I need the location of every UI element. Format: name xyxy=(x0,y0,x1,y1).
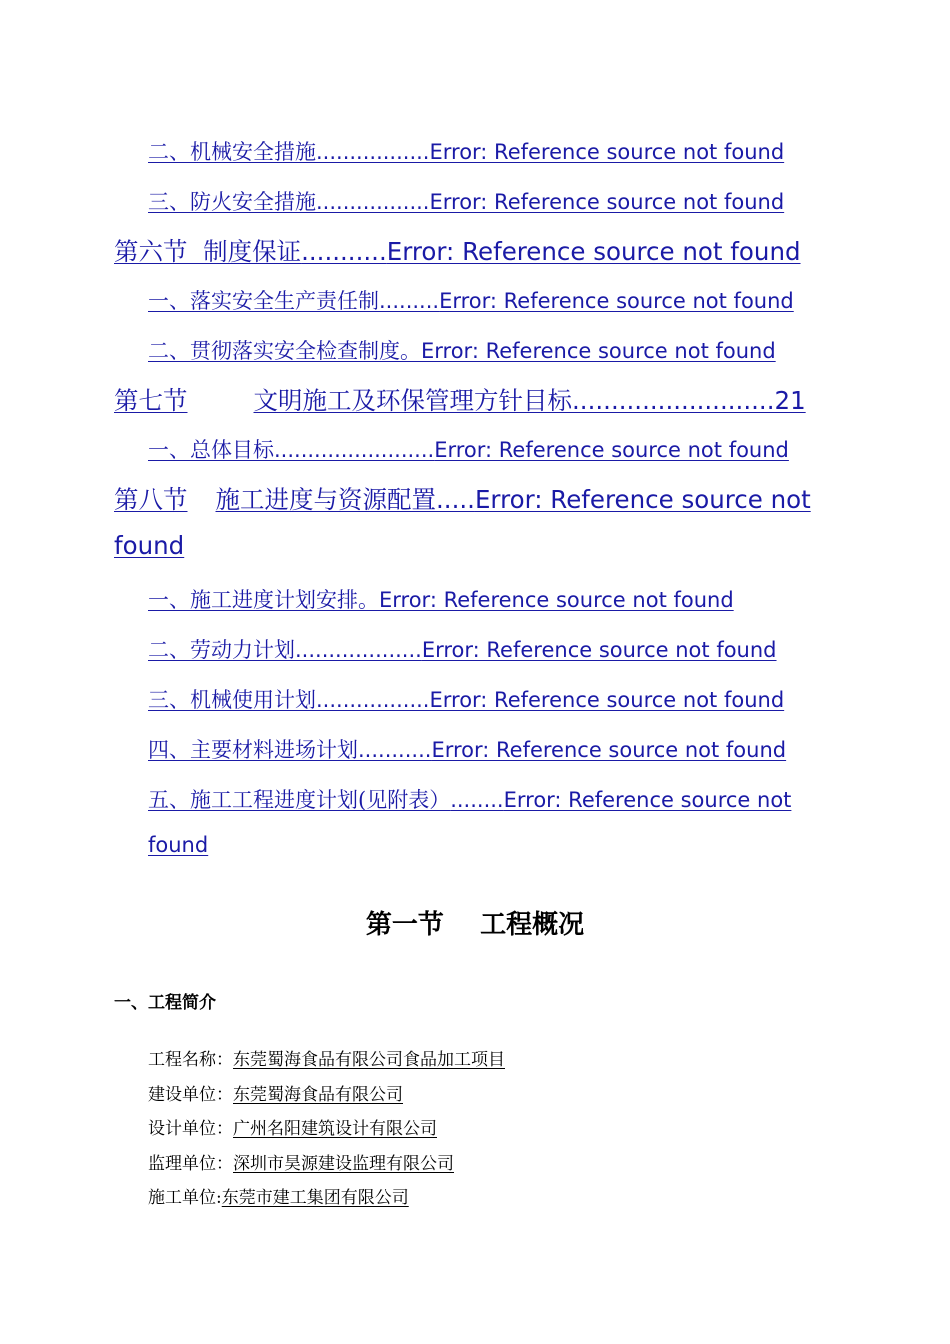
info-label: 施工单位: xyxy=(148,1188,222,1208)
toc-entry[interactable] xyxy=(148,186,784,216)
toc-page-ref: 21 xyxy=(774,386,806,415)
toc-entry[interactable] xyxy=(148,136,784,166)
toc-entry-section[interactable] xyxy=(114,233,801,268)
toc-page-ref: Error: Reference source not found xyxy=(429,688,785,712)
toc-title: 二、机械安全措施 xyxy=(148,140,316,164)
toc-title: 三、机械使用计划 xyxy=(148,688,316,712)
toc-title: 四、主要材料进场计划 xyxy=(148,738,358,762)
toc-page-ref: Error: Reference source not found xyxy=(379,588,734,612)
info-value: 东莞蜀海食品有限公司食品加工项目 xyxy=(233,1050,505,1070)
section-heading: 第一节 工程概况 xyxy=(365,910,585,940)
toc-page-ref: Error: Reference source not found xyxy=(429,140,785,164)
toc-title: 二、贯彻落实安全检查制度 xyxy=(148,339,400,363)
info-value: 广州名阳建筑设计有限公司 xyxy=(233,1119,437,1139)
toc-leader: ................. xyxy=(316,140,430,164)
toc-leader: ........ xyxy=(450,788,504,812)
toc-leader: ........................ xyxy=(274,438,435,462)
toc-title: 三、防火安全措施 xyxy=(148,190,316,214)
toc-title: 一、总体目标 xyxy=(148,438,274,462)
toc-leader: 。 xyxy=(358,588,379,612)
toc-entry[interactable] xyxy=(148,734,786,764)
info-row-owner xyxy=(148,1080,403,1105)
toc-leader: ................. xyxy=(316,190,430,214)
toc-leader: .......................... xyxy=(572,386,775,415)
info-row-project-name xyxy=(148,1045,505,1070)
toc-page-ref-cont: found xyxy=(114,531,185,560)
toc-leader: 。 xyxy=(400,339,421,363)
info-value: 东莞蜀海食品有限公司 xyxy=(233,1085,403,1105)
toc-leader: ..... xyxy=(436,485,475,514)
toc-title: 第六节 制度保证 xyxy=(114,237,302,266)
toc-page-ref: Error: Reference source not found xyxy=(439,289,794,313)
toc-entry[interactable] xyxy=(148,285,794,315)
toc-page-ref: Error: Reference source not xyxy=(503,788,792,812)
toc-entry[interactable] xyxy=(148,784,791,814)
toc-entry[interactable] xyxy=(148,584,734,614)
info-row-supervisor xyxy=(148,1149,454,1174)
toc-page-ref: Error: Reference source not xyxy=(474,485,811,514)
toc-entry-section[interactable] xyxy=(114,481,811,516)
toc-page-ref: Error: Reference source not found xyxy=(431,738,787,762)
info-label: 工程名称： xyxy=(148,1050,233,1070)
toc-entry-continuation[interactable] xyxy=(148,833,208,857)
toc-entry[interactable] xyxy=(148,335,776,365)
toc-page-ref: Error: Reference source not found xyxy=(421,339,776,363)
info-value: 深圳市昊源建设监理有限公司 xyxy=(233,1154,454,1174)
toc-title-text: 施工进度与资源配置 xyxy=(215,485,436,514)
toc-title-text: 文明施工及环保管理方针目标 xyxy=(253,386,572,415)
toc-leader: ......... xyxy=(379,289,440,313)
subsection-heading: 一、工程简介 xyxy=(114,993,216,1013)
toc-title: 第七节 xyxy=(114,386,188,415)
toc-leader: ........... xyxy=(358,738,432,762)
toc-page-ref: Error: Reference source not found xyxy=(386,237,801,266)
info-label: 建设单位： xyxy=(148,1085,233,1105)
toc-title: 一、落实安全生产责任制 xyxy=(148,289,379,313)
toc-title: 一、施工进度计划安排 xyxy=(148,588,358,612)
toc-page-ref: Error: Reference source not found xyxy=(421,638,777,662)
toc-page-ref-cont: found xyxy=(148,833,209,857)
toc-entry[interactable] xyxy=(148,634,777,664)
info-value: 东莞市建工集团有限公司 xyxy=(221,1188,409,1208)
toc-page-ref: Error: Reference source not found xyxy=(434,438,789,462)
toc-entry[interactable] xyxy=(148,684,784,714)
info-label: 设计单位： xyxy=(148,1119,233,1139)
toc-title: 五、施工工程进度计划(见附表） xyxy=(148,788,451,812)
toc-page-ref: Error: Reference source not found xyxy=(429,190,785,214)
toc-entry-section[interactable] xyxy=(114,382,806,417)
toc-leader: ................. xyxy=(316,688,430,712)
info-row-designer xyxy=(148,1114,437,1139)
toc-leader: ........... xyxy=(301,237,387,266)
info-row-contractor xyxy=(148,1183,409,1208)
info-label: 监理单位： xyxy=(148,1154,233,1174)
toc-leader: ................... xyxy=(295,638,422,662)
toc-entry[interactable] xyxy=(148,434,789,464)
toc-title: 二、劳动力计划 xyxy=(148,638,295,662)
toc-title: 第八节 xyxy=(114,485,188,514)
toc-entry-continuation[interactable] xyxy=(114,531,184,560)
